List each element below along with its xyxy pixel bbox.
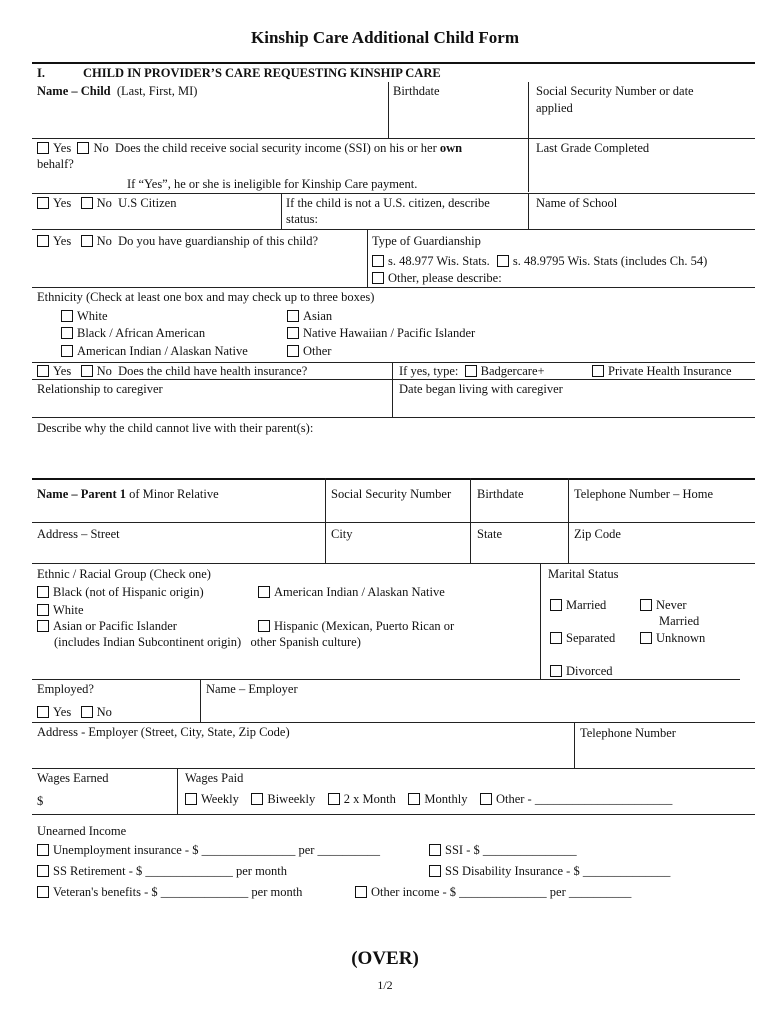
never-married-checkbox[interactable] — [640, 599, 652, 611]
employer-name-label: Name – Employer — [206, 682, 298, 696]
date-began-label: Date began living with caregiver — [399, 382, 563, 396]
parent-ssn-label: Social Security Number — [331, 487, 452, 501]
other-income-row: Other income - $ ______________ per __________ — [355, 885, 631, 899]
health-question: Yes No Does the child have health insurance? — [37, 364, 307, 378]
describe-why-label: Describe why the child cannot live with their parent(s): — [37, 421, 314, 435]
parent-white-checkbox[interactable] — [37, 604, 49, 616]
private-insurance-checkbox[interactable] — [592, 365, 604, 377]
parent-amind: American Indian / Alaskan Native — [258, 585, 445, 599]
wages-paid-options: Weekly Biweekly 2 x Month Monthly Other - ______________________ — [185, 792, 672, 806]
child-ssn-label-2: applied — [536, 101, 573, 115]
over-label: (OVER) — [351, 948, 419, 969]
employed-label: Employed? — [37, 682, 94, 696]
ss-retirement-row: SS Retirement - $ ______________ per month — [37, 864, 287, 878]
employed-yes-checkbox[interactable] — [37, 706, 49, 718]
veterans-row: Veteran's benefits - $ ______________ per month — [37, 885, 302, 899]
page-title: Kinship Care Additional Child Form — [251, 28, 519, 47]
employed-no-checkbox[interactable] — [81, 706, 93, 718]
marital-divorced: Divorced — [550, 664, 613, 678]
eth-black: Black / African American — [61, 326, 205, 340]
last-grade-label: Last Grade Completed — [536, 141, 650, 155]
citizen-yes-checkbox[interactable] — [37, 197, 49, 209]
eth-amind-checkbox[interactable] — [61, 345, 73, 357]
divorced-checkbox[interactable] — [550, 665, 562, 677]
marital-never-2: Married — [659, 614, 700, 628]
marital-separated: Separated — [550, 631, 615, 645]
ssi-row: SSI - $ _______________ — [429, 843, 577, 857]
twice-month-checkbox[interactable] — [328, 793, 340, 805]
biweekly-checkbox[interactable] — [251, 793, 263, 805]
eth-white-checkbox[interactable] — [61, 310, 73, 322]
section-heading: CHILD IN PROVIDER’S CARE REQUESTING KINSHIP CARE — [83, 66, 441, 80]
parent-city-label: City — [331, 527, 353, 541]
parent-state-label: State — [477, 527, 502, 541]
ethnicity-label: Ethnicity (Check at least one box and may check up to three boxes) — [37, 290, 375, 304]
parent-ethnic-label: Ethnic / Racial Group (Check one) — [37, 567, 211, 581]
guardianship-opt1: s. 48.977 Wis. Stats. s. 48.9795 Wis. Stats (includes Ch. 54) — [372, 254, 707, 268]
eth-black-checkbox[interactable] — [61, 327, 73, 339]
parent-black-checkbox[interactable] — [37, 586, 49, 598]
parent-hispanic-checkbox[interactable] — [258, 620, 270, 632]
marital-unknown: Unknown — [640, 631, 705, 645]
ssi-yes-checkbox[interactable] — [37, 142, 49, 154]
non-citizen-label: If the child is not a U.S. citizen, describe — [286, 196, 490, 210]
ssi-question-2: behalf? — [37, 157, 74, 171]
guardianship-question: Yes No Do you have guardianship of this child? — [37, 234, 318, 248]
unearned-label: Unearned Income — [37, 824, 127, 838]
separated-checkbox[interactable] — [550, 632, 562, 644]
child-birthdate-label: Birthdate — [393, 84, 440, 98]
ssi-note: If “Yes”, he or she is ineligible for Kinship Care payment. — [127, 177, 418, 191]
weekly-checkbox[interactable] — [185, 793, 197, 805]
ss-disability-checkbox[interactable] — [429, 865, 441, 877]
veterans-checkbox[interactable] — [37, 886, 49, 898]
unemployment-row: Unemployment insurance - $ _______________ per __________ — [37, 843, 380, 857]
health-no-checkbox[interactable] — [81, 365, 93, 377]
school-label: Name of School — [536, 196, 618, 210]
marital-never: Never — [640, 598, 687, 612]
parent-birthdate-label: Birthdate — [477, 487, 524, 501]
health-type: If yes, type: Badgercare+ — [399, 364, 545, 378]
wages-paid-label: Wages Paid — [185, 771, 244, 785]
eth-asian-checkbox[interactable] — [287, 310, 299, 322]
parent-hispanic: Hispanic (Mexican, Puerto Rican or — [258, 619, 454, 633]
ssi-question: Yes No Does the child receive social security income (SSI) on his or her own — [37, 141, 462, 155]
parent-asian: Asian or Pacific Islander — [37, 619, 177, 633]
wages-dollar: $ — [37, 794, 44, 808]
guardianship-yes-checkbox[interactable] — [37, 235, 49, 247]
unknown-checkbox[interactable] — [640, 632, 652, 644]
employer-address-label: Address - Employer (Street, City, State, Zip Code) — [37, 725, 290, 739]
guardianship-no-checkbox[interactable] — [81, 235, 93, 247]
ss-disability-row: SS Disability Insurance - $ ______________ — [429, 864, 670, 878]
citizen-no-checkbox[interactable] — [81, 197, 93, 209]
section-number: I. — [37, 66, 45, 80]
parent-white: White — [37, 603, 84, 617]
parent-street-label: Address – Street — [37, 527, 120, 541]
badgercare-checkbox[interactable] — [465, 365, 477, 377]
unemployment-checkbox[interactable] — [37, 844, 49, 856]
guardianship-489795-checkbox[interactable] — [497, 255, 509, 267]
ss-retirement-checkbox[interactable] — [37, 865, 49, 877]
non-citizen-label-2: status: — [286, 212, 318, 226]
monthly-checkbox[interactable] — [408, 793, 420, 805]
parent-name-label: Name – Parent 1 of Minor Relative — [37, 487, 219, 501]
eth-hawaiian-checkbox[interactable] — [287, 327, 299, 339]
other-income-checkbox[interactable] — [355, 886, 367, 898]
child-ssn-label: Social Security Number or date — [536, 84, 694, 98]
eth-other: Other — [287, 344, 331, 358]
relationship-label: Relationship to caregiver — [37, 382, 163, 396]
eth-white: White — [61, 309, 108, 323]
private-insurance: Private Health Insurance — [592, 364, 732, 378]
parent-phone-home-label: Telephone Number – Home — [574, 487, 714, 501]
marital-label: Marital Status — [548, 567, 619, 581]
guardianship-other-checkbox[interactable] — [372, 272, 384, 284]
wages-earned-label: Wages Earned — [37, 771, 109, 785]
parent-black: Black (not of Hispanic origin) — [37, 585, 204, 599]
eth-other-checkbox[interactable] — [287, 345, 299, 357]
married-checkbox[interactable] — [550, 599, 562, 611]
parent-asian-note: (includes Indian Subcontinent origin) other Spanish culture) — [54, 635, 361, 649]
employed-options: Yes No — [37, 705, 112, 719]
us-citizen-question: Yes No U.S Citizen — [37, 196, 176, 210]
page-number: 1/2 — [377, 978, 393, 992]
eth-amind: American Indian / Alaskan Native — [61, 344, 248, 358]
ssi-no-checkbox[interactable] — [77, 142, 89, 154]
guardianship-48977-checkbox[interactable] — [372, 255, 384, 267]
employer-phone-label: Telephone Number — [580, 726, 676, 740]
guardianship-opt3: Other, please describe: — [372, 271, 502, 285]
eth-hawaiian: Native Hawaiian / Pacific Islander — [287, 326, 475, 340]
child-name-label: Name – Child (Last, First, MI) — [37, 84, 198, 98]
ssi-income-checkbox[interactable] — [429, 844, 441, 856]
parent-zip-label: Zip Code — [574, 527, 621, 541]
eth-asian: Asian — [287, 309, 332, 323]
health-yes-checkbox[interactable] — [37, 365, 49, 377]
parent-asian-checkbox[interactable] — [37, 620, 49, 632]
other-wage-checkbox[interactable] — [480, 793, 492, 805]
marital-married: Married — [550, 598, 606, 612]
parent-amind-checkbox[interactable] — [258, 586, 270, 598]
guardianship-type-label: Type of Guardianship — [372, 234, 481, 248]
section-rule — [32, 62, 755, 64]
